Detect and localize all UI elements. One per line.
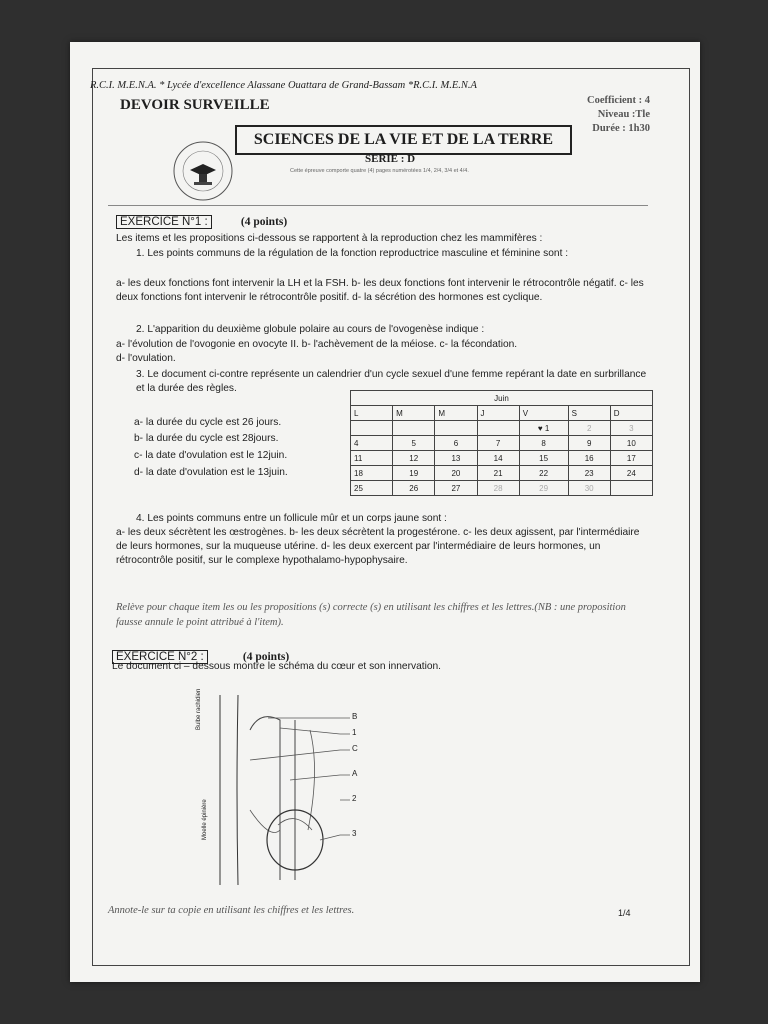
calendar-cell: 15 [519,451,568,466]
calendar-cell: 14 [477,451,519,466]
question-3-option-c: c- la date d'ovulation est le 12juin. [134,450,288,461]
exercise-1-points: (4 points) [240,216,288,228]
calendar-day: V [519,406,568,421]
calendar-cell: 18 [351,466,393,481]
exercise-2-intro: Le document ci – dessous montre le schéma du cœur et son innervation. [112,661,441,672]
exercise-1-instruction: Relève pour chaque item les ou les propositions (s) correcte (s) en utilisant les chiffres et les lettres.(NB : une proposition fausse annule le point attribué à l'item). [116,602,626,628]
page-number: 1/4 [618,908,631,918]
calendar-cell: 7 [477,436,519,451]
calendar-cell: 28 [477,481,519,496]
calendar-cell: 25 [351,481,393,496]
calendar-day: D [610,406,652,421]
calendar-cell: 13 [435,451,477,466]
diagram-label: 3 [352,829,357,838]
calendar-cell [477,421,519,436]
exercise-2-title: EXERCICE N°2 : [112,650,208,664]
question-2-option-d: d- l'ovulation. [116,353,176,364]
calendar-cell: 10 [610,436,652,451]
calendar-cell: 19 [393,466,435,481]
heart-diagram-svg [190,690,410,890]
calendar-cell: 3 [610,421,652,436]
label-moelle: Moelle épinière [202,799,208,840]
calendar-cell-highlight: ♥ 1 [519,421,568,436]
diagram-label: 1 [352,728,357,737]
calendar-cell: 16 [568,451,610,466]
calendar-cell [435,421,477,436]
question-4: 4. Les points communs entre un follicule mûr et un corps jaune sont : [136,513,447,524]
question-4-options: a- les deux sécrètent les œstrogènes. b- les deux sécrètent la progestérone. c- les deux agissent, par l'intermédiaire de leurs hormones, sur la muqueuse utérine. d- les deux exercent par l'intermédiaire de leurs hormones, un rétrocontrôle positif, sur le complexe hypothalamo-hypophysaire. [116,527,640,566]
header-institution: R.C.I. M.E.N.A. * Lycée d'excellence Alassane Ouattara de Grand-Bassam *R.C.I. M.E.N.A [90,80,477,91]
calendar-cell [610,481,652,496]
diagram-label: A [352,769,358,778]
calendar-cell: 17 [610,451,652,466]
exercise-2-instruction: Annote-le sur ta copie en utilisant les chiffres et les lettres. [108,905,355,916]
question-1: 1. Les points communs de la régulation de la fonction reproductrice masculine et féminine sont : [136,248,569,259]
label-bulbe: Bulbe rachidien [196,688,202,730]
calendar-day: L [351,406,393,421]
exercise-2-points: (4 points) [242,651,290,663]
heart-icon: ♥ [537,423,543,433]
calendar-cell: 30 [568,481,610,496]
calendar-cell: 20 [435,466,477,481]
calendar-cell: 27 [435,481,477,496]
question-3-option-d: d- la date d'ovulation est le 13juin. [134,467,288,478]
calendar-day: J [477,406,519,421]
calendar-day: M [435,406,477,421]
exam-title: DEVOIR SURVEILLE [120,97,270,113]
calendar-day: S [568,406,610,421]
exercise-1-heading [116,216,287,228]
question-3-option-a: a- la durée du cycle est 26 jours. [134,417,282,428]
calendar-cell [393,421,435,436]
calendar-cell: 22 [519,466,568,481]
diagram-label: B [352,712,358,721]
coefficient: Coefficient : 4 [587,95,650,106]
question-2: 2. L'apparition du deuxième globule polaire au cours de l'ovogenèse indique : [136,324,485,335]
calendar-cell: 12 [393,451,435,466]
duree: Durée : 1h30 [592,123,650,134]
calendar-cell: 23 [568,466,610,481]
calendar-cell: 2 [568,421,610,436]
serie: SERIE : D [365,153,416,165]
page-note: Cette épreuve comporte quatre (4) pages numérotées 1/4, 2/4, 3/4 et 4/4. [290,168,469,174]
diagram-label: 2 [352,794,357,803]
subject-title: SCIENCES DE LA VIE ET DE LA TERRE [235,125,572,155]
calendar-cell: 26 [393,481,435,496]
diagram-label: C [352,744,358,753]
question-3: 3. Le document ci-contre représente un calendrier d'un cycle sexuel d'une femme repérant la date en surbrillance et la durée des règles. [136,369,647,394]
calendar-month: Juin [351,391,653,406]
question-2-options: a- l'évolution de l'ovogonie en ovocyte II. b- l'achèvement de la méiose. c- la fécondation. [116,339,518,350]
calendar-cell: 11 [351,451,393,466]
header-divider [108,205,648,206]
exercise-1-title: EXERCICE N°1 : [116,215,212,229]
cycle-calendar [350,390,653,496]
calendar-cell: 9 [568,436,610,451]
question-3-option-b: b- la durée du cycle est 28jours. [134,433,279,444]
exercise-1-intro: Les items et les propositions ci-dessous se rapportent à la reproduction chez les mammifères : [116,233,543,244]
calendar-cell: 29 [519,481,568,496]
exam-meta [560,94,650,136]
calendar-cell [351,421,393,436]
calendar-cell: 6 [435,436,477,451]
calendar-day: M [393,406,435,421]
question-1-options: a- les deux fonctions font intervenir la LH et la FSH. b- les deux fonctions font intervenir le rétrocontrôle négatif. c- les deux fonctions font intervenir le rétrocontrôle positif. d- la sécrétion des hormones est cyclique. [116,278,644,303]
niveau: Niveau :Tle [597,109,650,120]
calendar-cell: 21 [477,466,519,481]
calendar-cell: 4 [351,436,393,451]
school-logo [172,140,234,202]
heart-innervation-diagram [190,690,410,890]
calendar-cell: 5 [393,436,435,451]
calendar-cell: 8 [519,436,568,451]
calendar-cell: 24 [610,466,652,481]
